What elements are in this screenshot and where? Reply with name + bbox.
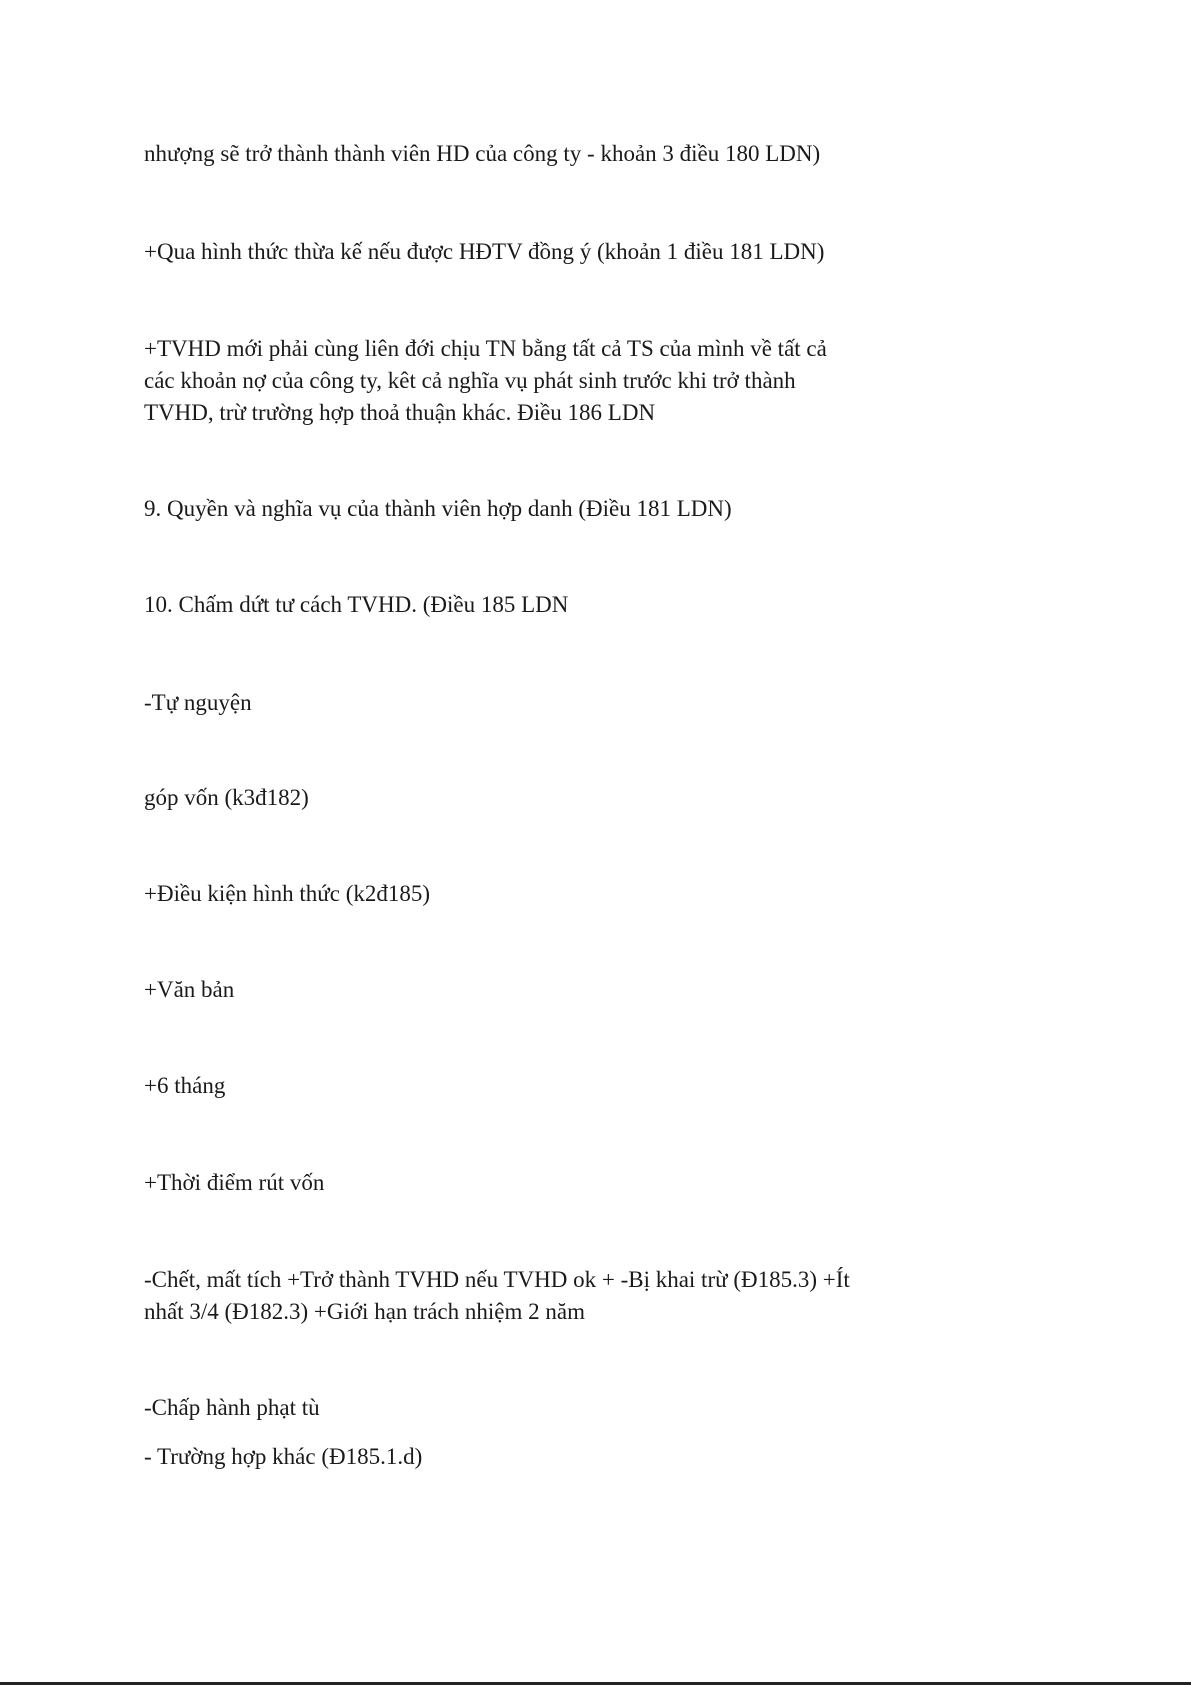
text-line: +TVHD mới phải cùng liên đới chịu TN bằng tất cả TS của mình về tất cả xyxy=(144,336,827,361)
item-imprisonment xyxy=(144,1392,904,1424)
item-voluntary xyxy=(144,687,904,719)
text-line: -Chấp hành phạt tù xyxy=(144,1395,320,1420)
text-line: 10. Chấm dứt tư cách TVHD. (Điều 185 LDN xyxy=(144,592,569,617)
text-line: -Tự nguyện xyxy=(144,690,252,715)
item-death-missing xyxy=(144,1264,904,1328)
text-line: +Điều kiện hình thức (k2đ185) xyxy=(144,881,431,906)
item-document xyxy=(144,974,904,1006)
text-line: các khoản nợ của công ty, kêt cả nghĩa vụ phát sinh trước khi trở thành xyxy=(144,368,796,393)
item-six-months xyxy=(144,1070,904,1102)
text-line: nhất 3/4 (Đ182.3) +Giới hạn trách nhiệm 2 năm xyxy=(144,1299,585,1324)
text-line: +Thời điểm rút vốn xyxy=(144,1170,325,1195)
paragraph-joint-liability xyxy=(144,333,904,429)
text-line: 9. Quyền và nghĩa vụ của thành viên hợp danh (Điều 181 LDN) xyxy=(144,496,732,521)
paragraph-inheritance xyxy=(144,236,904,268)
item-form-condition xyxy=(144,878,904,910)
item-withdrawal-time xyxy=(144,1167,904,1199)
heading-termination xyxy=(144,589,904,621)
text-line: TVHD, trừ trường hợp thoả thuận khác. Điều 186 LDN xyxy=(144,400,656,425)
paragraph-transfer-member xyxy=(144,138,904,170)
item-capital-contribution xyxy=(144,782,904,814)
text-line: - Trường hợp khác (Đ185.1.d) xyxy=(144,1444,423,1469)
text-line: góp vốn (k3đ182) xyxy=(144,785,309,810)
text-line: -Chết, mất tích +Trở thành TVHD nếu TVHD ok + -Bị khai trừ (Đ185.3) +Ít xyxy=(144,1267,850,1292)
text-line: nhượng sẽ trở thành thành viên HD của công ty - khoản 3 điều 180 LDN) xyxy=(144,141,821,166)
text-line: +6 tháng xyxy=(144,1073,226,1098)
text-line: +Qua hình thức thừa kế nếu được HĐTV đồng ý (khoản 1 điều 181 LDN) xyxy=(144,239,825,264)
item-other-cases xyxy=(144,1441,904,1473)
text-line: +Văn bản xyxy=(144,977,235,1002)
heading-rights-obligations xyxy=(144,493,904,525)
